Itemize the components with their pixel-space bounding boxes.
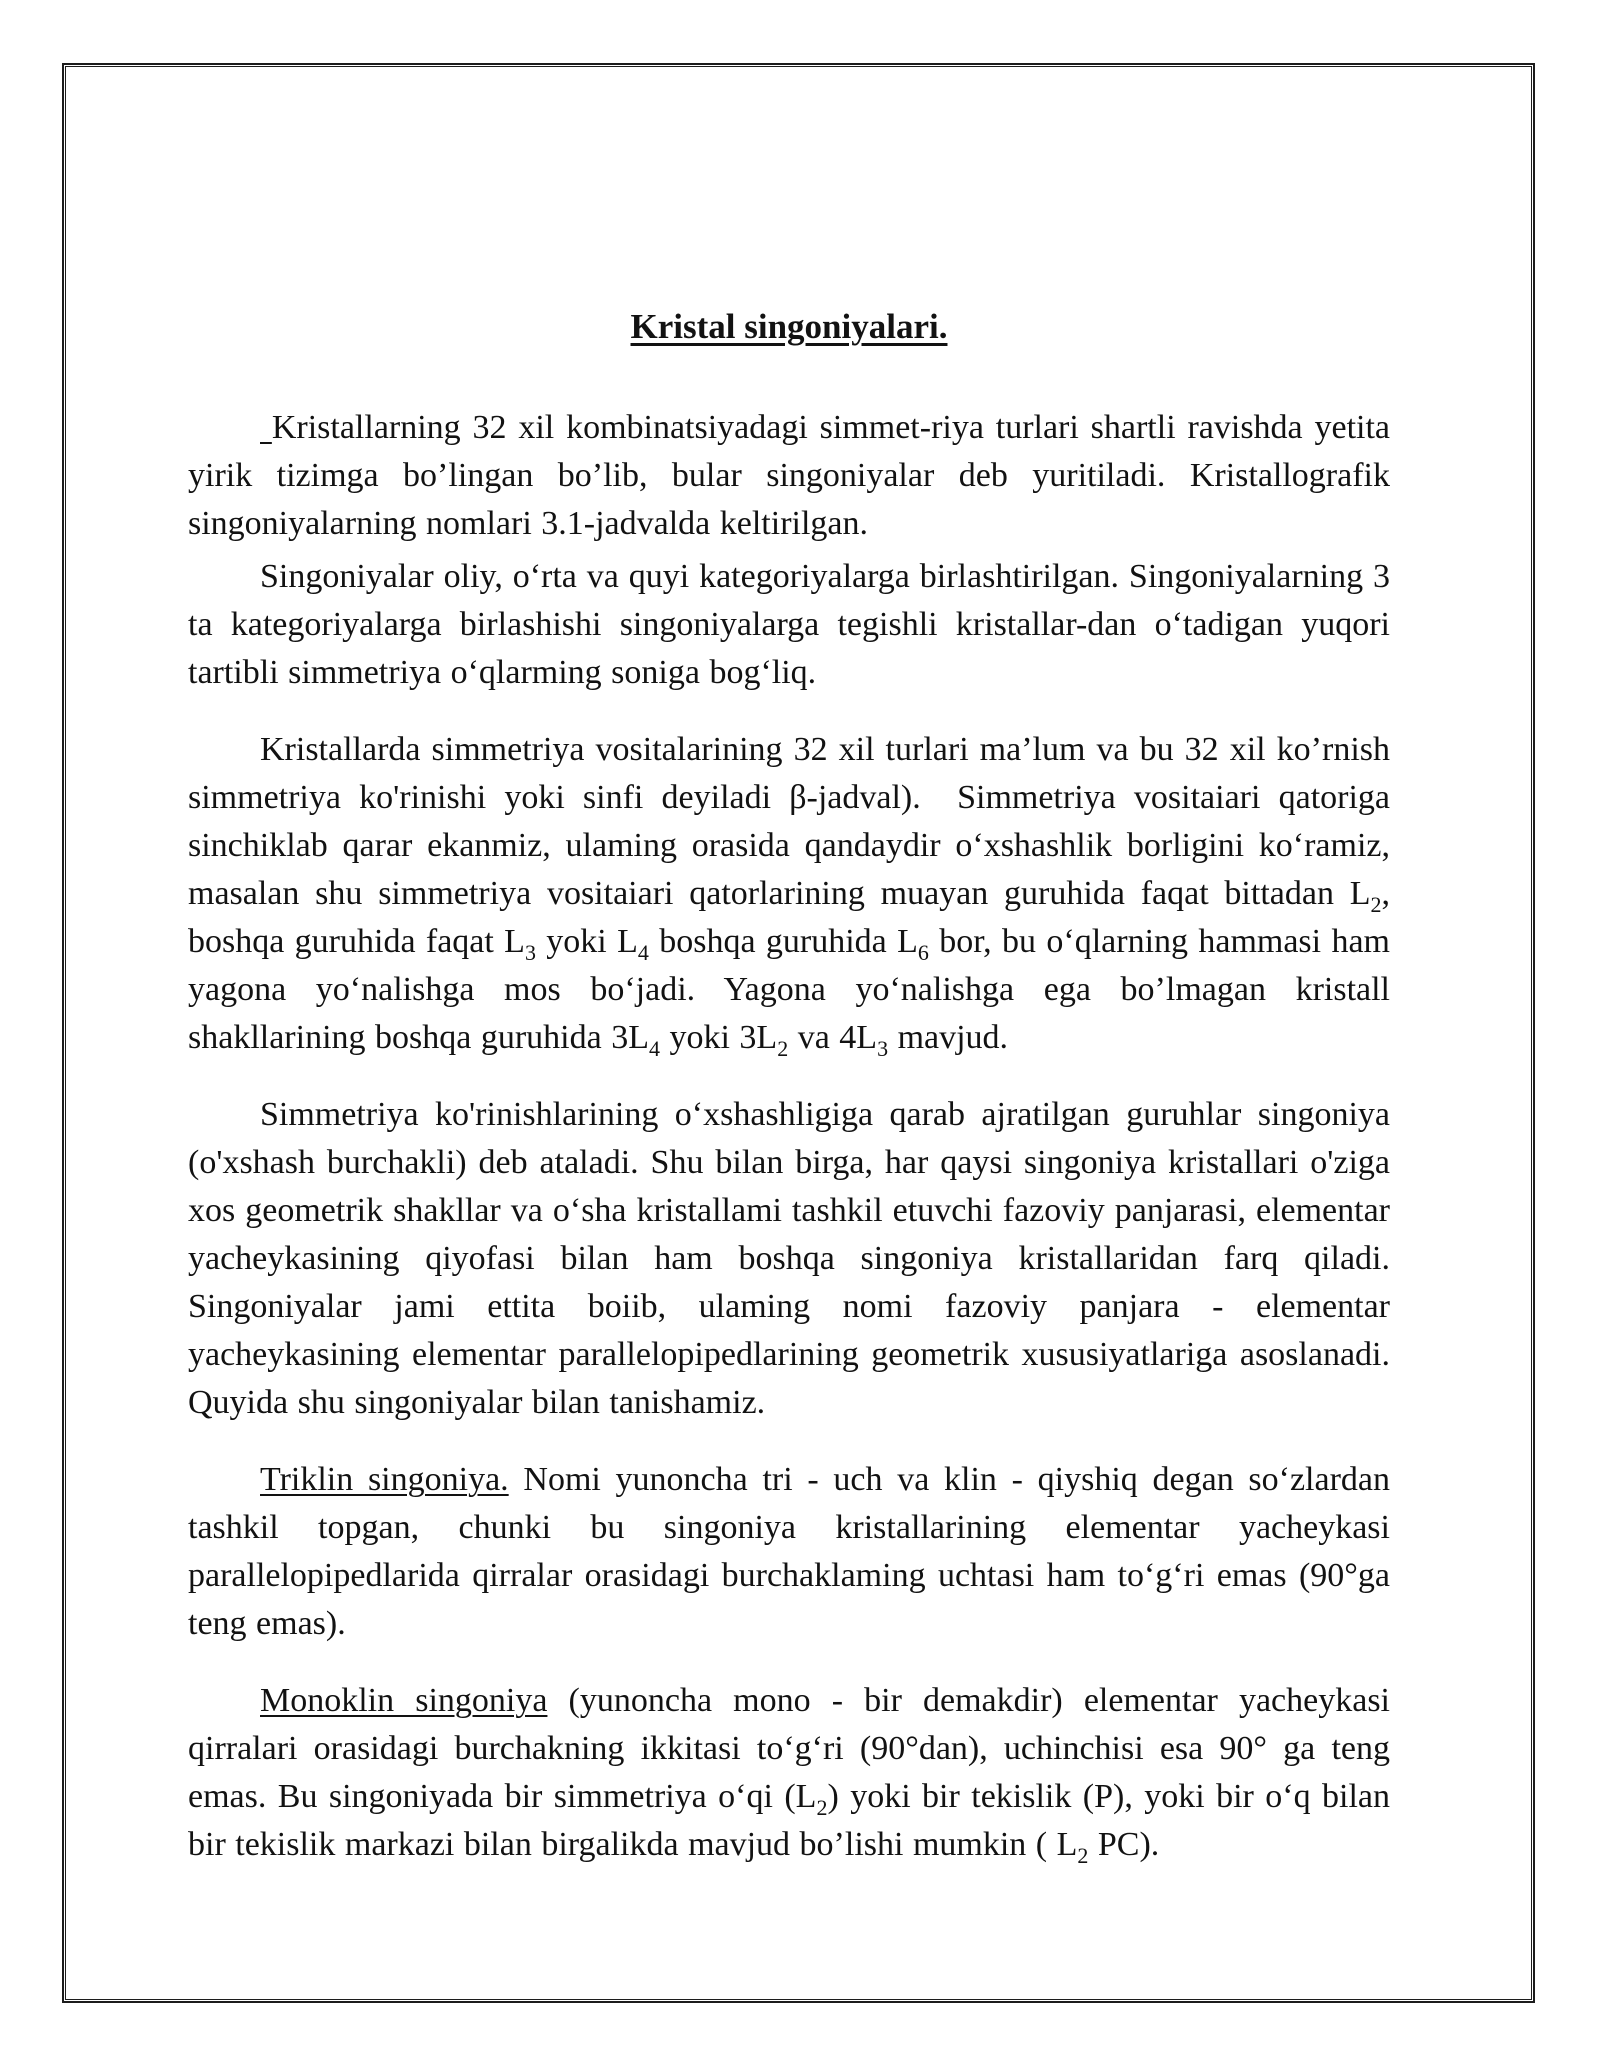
text-run: Kristallarning 32 xil kombinatsiyadagi simmet-riya turlari shartli ravishda yetita yirik tizimga bo’lingan bo’lib, bular singoniyalar deb yuritiladi. Kristallografik singoniyalarning nomlari 3.1-jadvalda keltirilgan.	[188, 409, 1400, 542]
text-run: 2	[777, 1035, 789, 1061]
text-run: , boshqa guruhida faqat L	[188, 875, 1400, 960]
text-run: 6	[917, 939, 929, 965]
text-run: 3	[877, 1035, 889, 1061]
text-run: (yunoncha mono - bir demakdir) elementar yacheykasi qirralari orasidagi burchakning ikkitasi toʻgʻri (90°dan), uchinchisi esa 90° ga teng emas. Bu singoniyada bir simmetriya oʻqi (L	[188, 1682, 1400, 1815]
text-run: PC).	[1088, 1826, 1160, 1863]
document-content	[188, 306, 1438, 1869]
text-run: 4	[637, 939, 649, 965]
text-run: 2	[1077, 1842, 1089, 1868]
text-run: va 4L	[788, 1019, 878, 1056]
text-run: Singoniyalar oliy, oʻrta va quyi kategoriyalarga birlashtirilgan. Singoniyalarning 3 ta kategoriyalarga birlashishi singoniyalarga tegishli kristallar-dan oʻtadigan yuqori tartibli simmetriya oʻqlarming soniga bogʻliq.	[188, 558, 1400, 691]
text-run: mavjud.	[888, 1019, 1009, 1056]
text-run: Triklin singoniya.	[260, 1461, 509, 1498]
text-run: bor, bu oʻqlarning hammasi ham yagona yoʻnalishga mos boʻjadi. Yagona yoʻnalishga ega bo’lmagan kristall shakllarining boshqa guruhida 3L	[188, 923, 1400, 1056]
text-run: Nomi yunoncha tri - uch va klin - qiyshiq degan soʻzlardan tashkil topgan, chunki bu singoniya kristallarining elementar yacheykasi parallelopipedlarida qirralar orasidagi burchaklaming uchtasi ham toʻgʻri emas (90°ga teng emas).	[188, 1461, 1400, 1642]
text-run: 4	[648, 1035, 660, 1061]
text-run: Monoklin singoniya	[260, 1682, 548, 1719]
paragraph	[188, 1456, 1400, 1648]
document-title: Kristal singoniyalari.	[630, 307, 948, 346]
text-run: 2	[1370, 891, 1382, 917]
text-run: Kristallarda simmetriya vositalarining 32 xil turlari ma’lum va bu 32 xil ko’rnish simmetriya ko'rinishi yoki sinfi deyiladi β-jadval). Simmetriya vositaiari qatoriga sinchiklab qarar ekanmiz, ulaming orasida qandaydir oʻxshashlik borligini koʻramiz, masalan shu simmetriya vositaiari qatorlarining muayan guruhida faqat bittadan L	[188, 731, 1400, 912]
text-run: 2	[816, 1794, 828, 1820]
text-run: 3	[524, 939, 536, 965]
text-run: boshqa guruhida L	[648, 923, 918, 960]
paragraph	[188, 1091, 1438, 1427]
text-run: Simmetriya ko'rinishlarining oʻxshashligiga qarab ajratilgan guruhlar singoniya (o'xshash burchakli) deb ataladi. Shu bilan birga, har qaysi singoniya kristallari o'ziga xos geometrik shakllar va oʻsha kristallami tashkil etuvchi fazoviy panjarasi, elementar yacheykasining qiyofasi bilan ham boshqa singoniya kristallaridan farq qiladi. Singoniyalar jami ettita boiib, ulaming nomi fazoviy panjara - elementar yacheykasining elementar parallelopipedlarining geometrik xususiyatlariga asoslanadi. Quyida shu singoniyalar bilan tanishamiz.	[188, 1096, 1438, 1421]
paragraph	[188, 404, 1400, 548]
paragraph	[188, 1677, 1400, 1869]
text-run: yoki 3L	[659, 1019, 778, 1056]
text-run: ) yoki bir tekislik (P), yoki bir oʻq bilan bir tekislik markazi bilan birgalikda mavjud bo’lishi mumkin ( L	[188, 1778, 1400, 1863]
text-run: yoki L	[535, 923, 638, 960]
paragraph	[188, 726, 1400, 1062]
document-body	[188, 404, 1438, 1869]
text-run	[260, 409, 272, 446]
paragraph	[188, 553, 1400, 697]
